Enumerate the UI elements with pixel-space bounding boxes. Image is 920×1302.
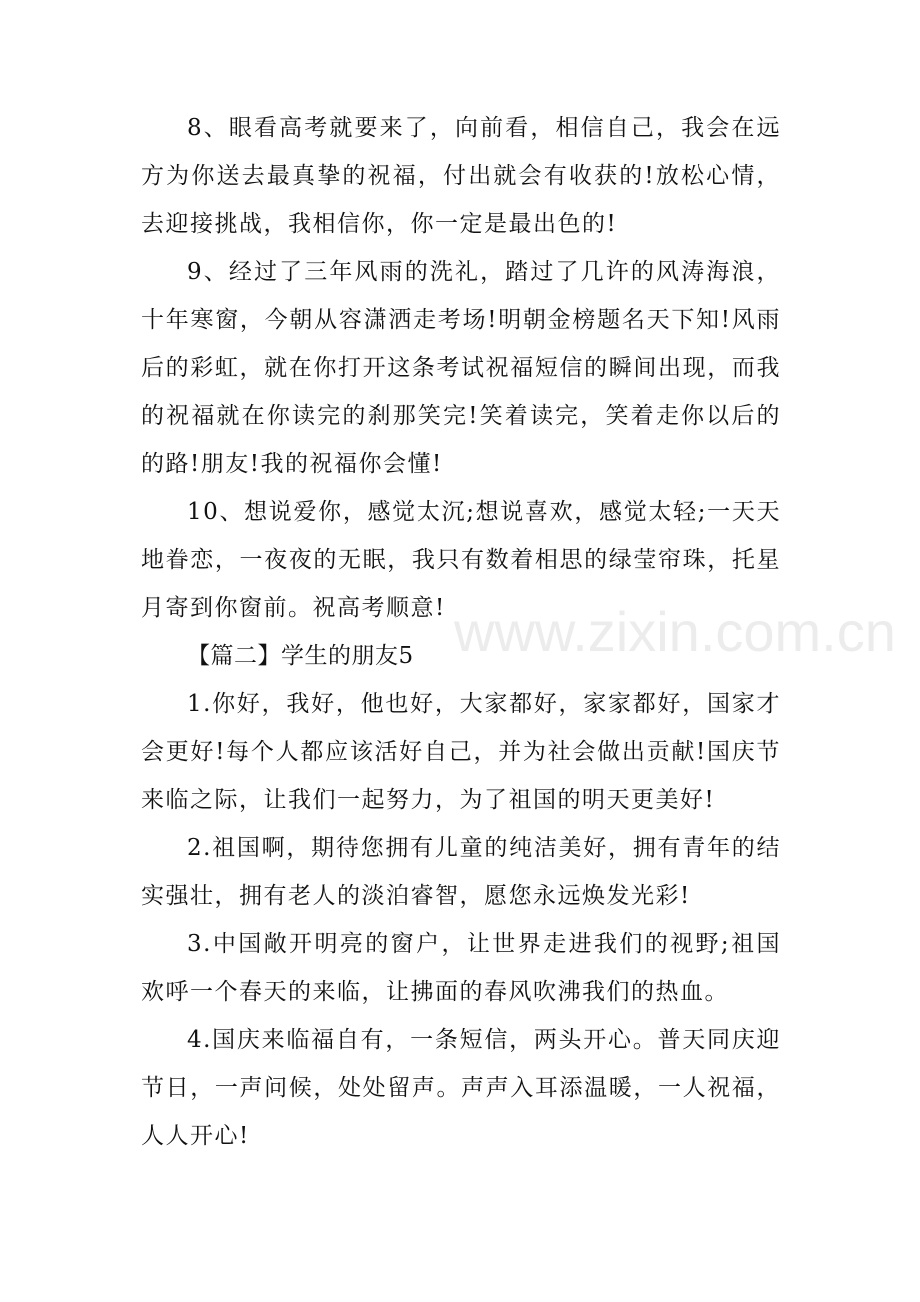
paragraph-4: 4.国庆来临福自有，一条短信，两头开心。普天同庆迎节日，一声问候，处处留声。声声入耳添温暖，一人祝福，人人开心!	[141, 1027, 781, 1149]
paragraph-8: 8、眼看高考就要来了，向前看，相信自己，我会在远方为你送去最真挚的祝福，付出就会有收获的!放松心情，去迎接挑战，我相信你，你一定是最出色的!	[141, 115, 781, 237]
section-heading: 【篇二】学生的朋友5	[187, 643, 414, 669]
paragraph-10: 10、想说爱你，感觉太沉;想说喜欢，感觉太轻;一天天地眷恋，一夜夜的无眠，我只有数着相思的绿莹帘珠，托星月寄到你窗前。祝高考顺意!	[141, 499, 781, 621]
paragraph-9: 9、经过了三年风雨的洗礼，踏过了几许的风涛海浪，十年寒窗，今朝从容潇洒走考场!明朝金榜题名天下知!风雨后的彩虹，就在你打开这条考试祝福短信的瞬间出现，而我的祝福就在你读完的刹那笑完!笑着读完，笑着走你以后的的路!朋友!我的祝福你会懂!	[141, 259, 781, 477]
watermark: www.zixin.com.cn	[454, 600, 896, 663]
paragraph-3: 3.中国敞开明亮的窗户，让世界走进我们的视野;祖国欢呼一个春天的来临，让拂面的春风吹沸我们的热血。	[141, 931, 781, 1005]
paragraph-1: 1.你好，我好，他也好，大家都好，家家都好，国家才会更好!每个人都应该活好自己，并为社会做出贡献!国庆节来临之际，让我们一起努力，为了祖国的明天更美好!	[141, 691, 781, 813]
paragraph-2: 2.祖国啊，期待您拥有儿童的纯洁美好，拥有青年的结实强壮，拥有老人的淡泊睿智，愿您永远焕发光彩!	[141, 835, 781, 909]
